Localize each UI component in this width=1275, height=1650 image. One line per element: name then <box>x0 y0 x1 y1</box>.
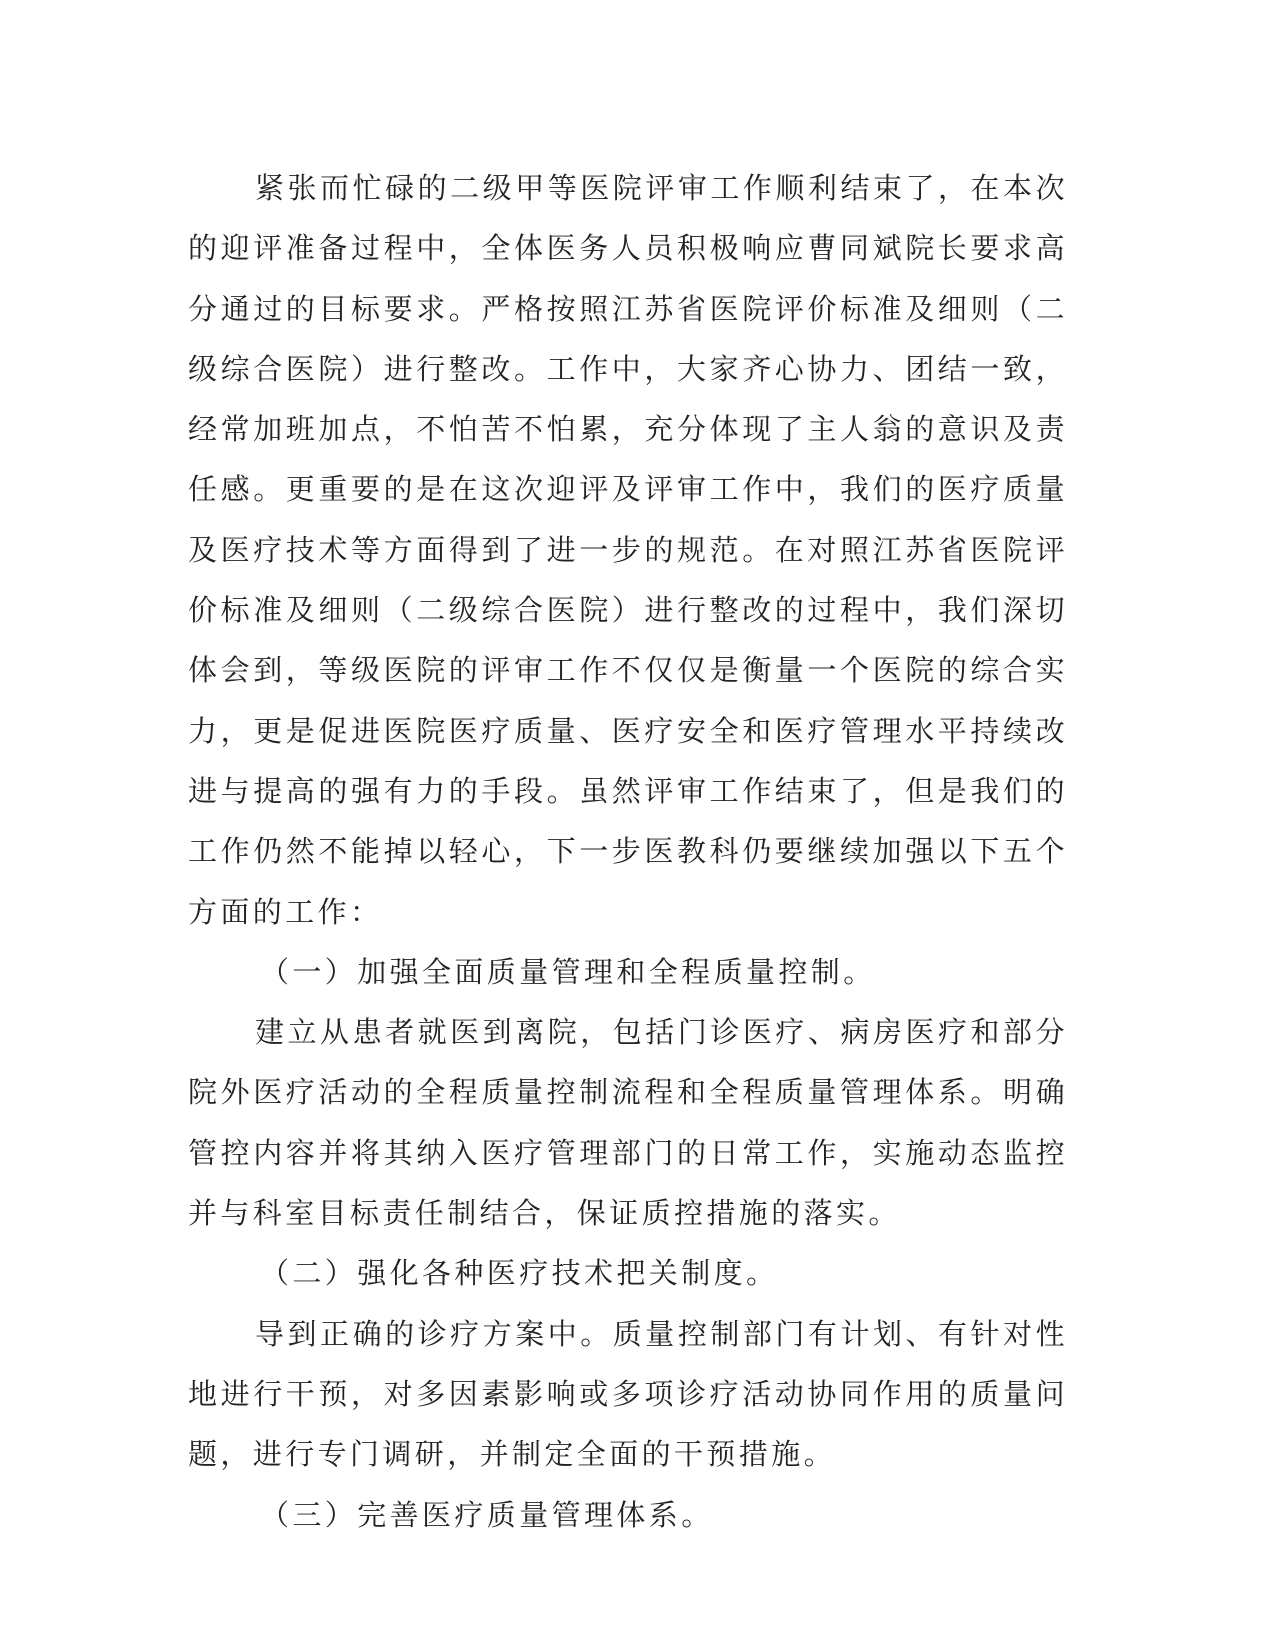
section-heading-1: （一）加强全面质量管理和全程质量控制。 <box>260 954 876 989</box>
section-1-paragraph: 建立从患者就医到离院，包括门诊医疗、病房医疗和部分院外医疗活动的全程质量控制流程和全程质量管理体系。明确管控内容并将其纳入医疗管理部门的日常工作，实施动态监控并与科室目标责任制结合，保证质控措施的落实。 <box>188 1015 1068 1231</box>
section-heading-2: （二）强化各种医疗技术把关制度。 <box>260 1256 779 1291</box>
section-heading-3: （三）完善医疗质量管理体系。 <box>260 1497 714 1532</box>
document-body <box>188 158 1068 1545</box>
section-2-paragraph: 导到正确的诊疗方案中。质量控制部门有计划、有针对性地进行干预，对多因素影响或多项诊疗活动协同作用的质量问题，进行专门调研，并制定全面的干预措施。 <box>188 1316 1068 1472</box>
intro-paragraph: 紧张而忙碌的二级甲等医院评审工作顺利结束了，在本次的迎评准备过程中，全体医务人员积极响应曹同斌院长要求高分通过的目标要求。严格按照江苏省医院评价标准及细则（二级综合医院）进行整改。工作中，大家齐心协力、团结一致，经常加班加点，不怕苦不怕累，充分体现了主人翁的意识及责任感。更重要的是在这次迎评及评审工作中，我们的医疗质量及医疗技术等方面得到了进一步的规范。在对照江苏省医院评价标准及细则（二级综合医院）进行整改的过程中，我们深切体会到，等级医院的评审工作不仅仅是衡量一个医院的综合实力，更是促进医院医疗质量、医疗安全和医疗管理水平持续改进与提高的强有力的手段。虽然评审工作结束了，但是我们的工作仍然不能掉以轻心，下一步医教科仍要继续加强以下五个方面的工作： <box>188 171 1068 929</box>
